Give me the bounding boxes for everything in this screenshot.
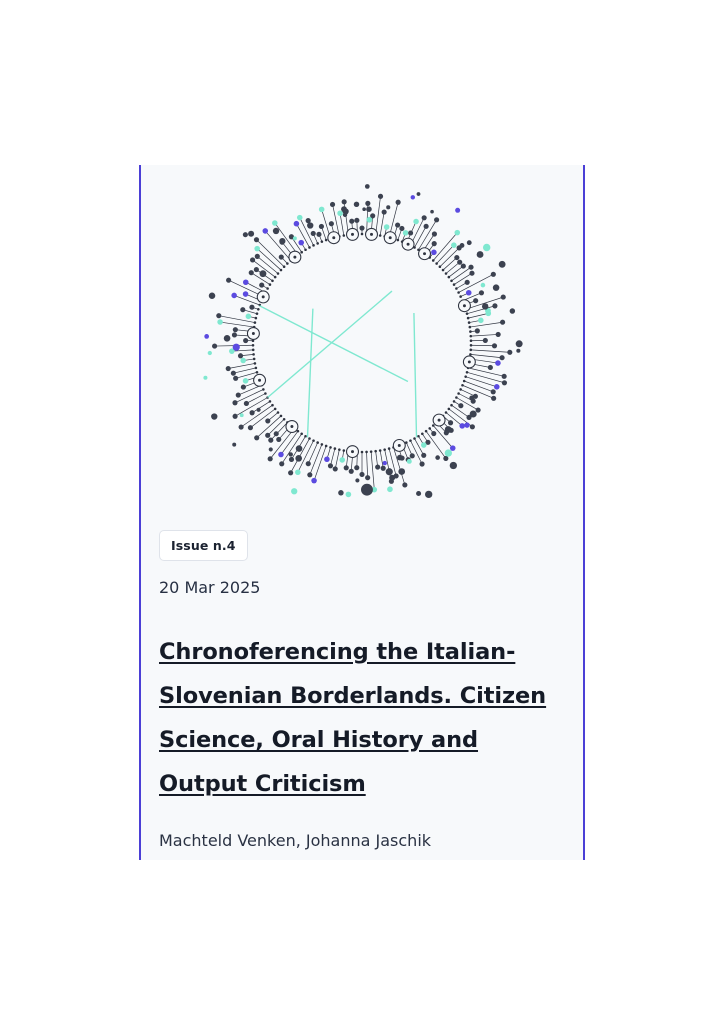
article-authors: Machteld Venken, Johanna Jaschik (159, 830, 432, 850)
publication-date: 20 Mar 2025 (159, 578, 261, 597)
circular-network-visualization (141, 165, 583, 520)
article-title-link[interactable]: Chronoferencing the Italian-Slovenian Borderlands. Citizen Science, Oral History and Output Criticism (159, 639, 547, 797)
article-figure (141, 165, 583, 520)
article-meta (141, 520, 583, 850)
issue-badge[interactable]: Issue n.4 (159, 530, 248, 561)
article-card[interactable] (139, 165, 585, 860)
